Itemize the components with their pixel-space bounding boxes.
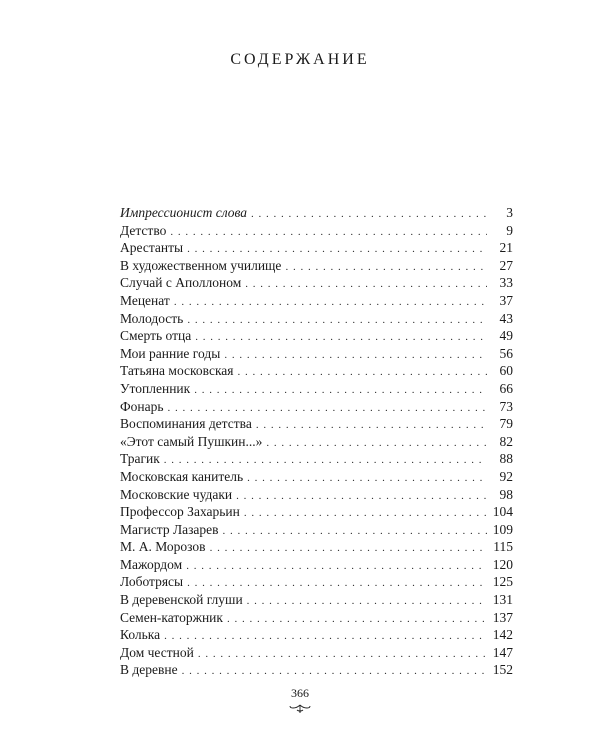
dot-leader (194, 382, 487, 400)
toc-entry-page: 88 (499, 451, 513, 467)
dot-leader (210, 540, 487, 558)
toc-entry-title: В деревне (120, 662, 178, 678)
toc-entry-title: Детство (120, 222, 167, 238)
dot-leader (198, 646, 487, 664)
toc-entry-page: 9 (506, 222, 513, 238)
toc-entry (120, 239, 513, 257)
dot-leader (164, 628, 487, 646)
toc-entry-title: Московская канитель (120, 468, 244, 484)
dot-leader (244, 505, 487, 523)
dot-leader (195, 329, 487, 347)
toc-entry (120, 362, 513, 380)
toc-entry (120, 591, 513, 609)
toc-entry-page: 109 (492, 521, 513, 537)
toc-entry-title: Дом честной (120, 644, 194, 660)
toc-entry-page: 27 (499, 257, 513, 273)
dot-leader (247, 470, 487, 488)
toc-entry-title: Смерть отца (120, 328, 192, 344)
toc-entry-page: 73 (499, 398, 513, 414)
toc-entry (120, 415, 513, 433)
toc-entry-title: Арестанты (120, 240, 184, 256)
dot-leader (224, 347, 487, 365)
toc-entry-title: Татьяна московская (120, 363, 234, 379)
toc-entry-title: Профессор Захарьин (120, 504, 240, 520)
toc-entry-page: 147 (492, 644, 513, 660)
toc-entry-page: 125 (492, 574, 513, 590)
toc-entry (120, 257, 513, 275)
dot-leader (245, 276, 487, 294)
ornament-icon (285, 703, 315, 713)
toc-entry-page: 98 (499, 486, 513, 502)
dot-leader (238, 364, 488, 382)
toc-entry (120, 327, 513, 345)
dot-leader (174, 294, 487, 312)
toc-entry (120, 661, 513, 679)
toc-entry (120, 521, 513, 539)
dot-leader (223, 523, 487, 541)
toc-entry (120, 222, 513, 240)
dot-leader (170, 224, 487, 242)
dot-leader (266, 435, 487, 453)
toc-entry-page: 115 (493, 539, 513, 555)
toc-entry-page: 79 (499, 416, 513, 432)
toc-entry-title: Лоботрясы (120, 574, 184, 590)
dot-leader (236, 488, 487, 506)
page-footer (0, 686, 600, 713)
toc-entry-title: Семен-каторжник (120, 609, 223, 625)
dot-leader (247, 593, 487, 611)
toc-entry-page: 152 (492, 662, 513, 678)
dot-leader (182, 663, 487, 681)
toc-entry-page: 131 (492, 592, 513, 608)
toc-entry (120, 486, 513, 504)
toc-entry-title: М. А. Морозов (120, 539, 206, 555)
toc-entry-page: 104 (492, 504, 513, 520)
toc-entry (120, 345, 513, 363)
dot-leader (227, 611, 487, 629)
toc-entry-page: 33 (499, 275, 513, 291)
toc-entry (120, 380, 513, 398)
toc-entry-page: 56 (499, 345, 513, 361)
toc-entry (120, 573, 513, 591)
toc-entry-title: Магистр Лазарев (120, 521, 219, 537)
toc-entry-page: 66 (499, 380, 513, 396)
toc-entry-page: 21 (499, 240, 513, 256)
toc-entry-title: Колька (120, 627, 161, 643)
toc-entry (120, 433, 513, 451)
dot-leader (285, 259, 487, 277)
toc-entry-title: Фонарь (120, 398, 164, 414)
toc-entry (120, 538, 513, 556)
dot-leader (186, 558, 487, 576)
toc-entry-title: Утопленник (120, 380, 191, 396)
dot-leader (251, 206, 487, 224)
toc-entry-page: 3 (506, 205, 513, 220)
toc-entry (120, 292, 513, 310)
toc-entry-title: Импрессионист слова (120, 205, 248, 220)
toc-entry-page: 49 (499, 328, 513, 344)
dot-leader (256, 417, 487, 435)
toc-entry (120, 274, 513, 292)
page-number: 366 (291, 686, 309, 700)
toc-entry (120, 204, 513, 222)
toc-entry (120, 450, 513, 468)
toc-entry-page: 60 (499, 363, 513, 379)
toc-entry-page: 37 (499, 292, 513, 308)
toc-entry-title: Меценат (120, 292, 170, 308)
toc-entry-title: Трагик (120, 451, 160, 467)
toc-entry-page: 43 (499, 310, 513, 326)
toc-entry-page: 120 (492, 556, 513, 572)
toc-entry (120, 503, 513, 521)
toc-entry-title: Мажордом (120, 556, 183, 572)
toc-entry-title: Воспоминания детства (120, 416, 252, 432)
toc-entry (120, 310, 513, 328)
toc-entry (120, 468, 513, 486)
toc-entry-page: 82 (499, 433, 513, 449)
toc-entry (120, 644, 513, 662)
toc-entry (120, 609, 513, 627)
toc-entry-page: 92 (499, 468, 513, 484)
toc-entry-title: Московские чудаки (120, 486, 233, 502)
toc-entry (120, 556, 513, 574)
page-title: СОДЕРЖАНИЕ (230, 50, 370, 68)
toc-entry (120, 626, 513, 644)
toc-entry-page: 142 (492, 627, 513, 643)
toc-entry-title: Молодость (120, 310, 184, 326)
toc-entry-title: Случай с Аполлоном (120, 275, 242, 291)
toc-entry-title: «Этот самый Пушкин...» (120, 433, 263, 449)
toc-entry-page: 137 (492, 609, 513, 625)
toc-entry-title: Мои ранние годы (120, 345, 221, 361)
toc-entry (120, 398, 513, 416)
dot-leader (187, 312, 487, 330)
toc-entry-title: В деревенской глуши (120, 592, 243, 608)
toc-entry-title: В художественном училище (120, 257, 282, 273)
table-of-contents (120, 204, 513, 679)
